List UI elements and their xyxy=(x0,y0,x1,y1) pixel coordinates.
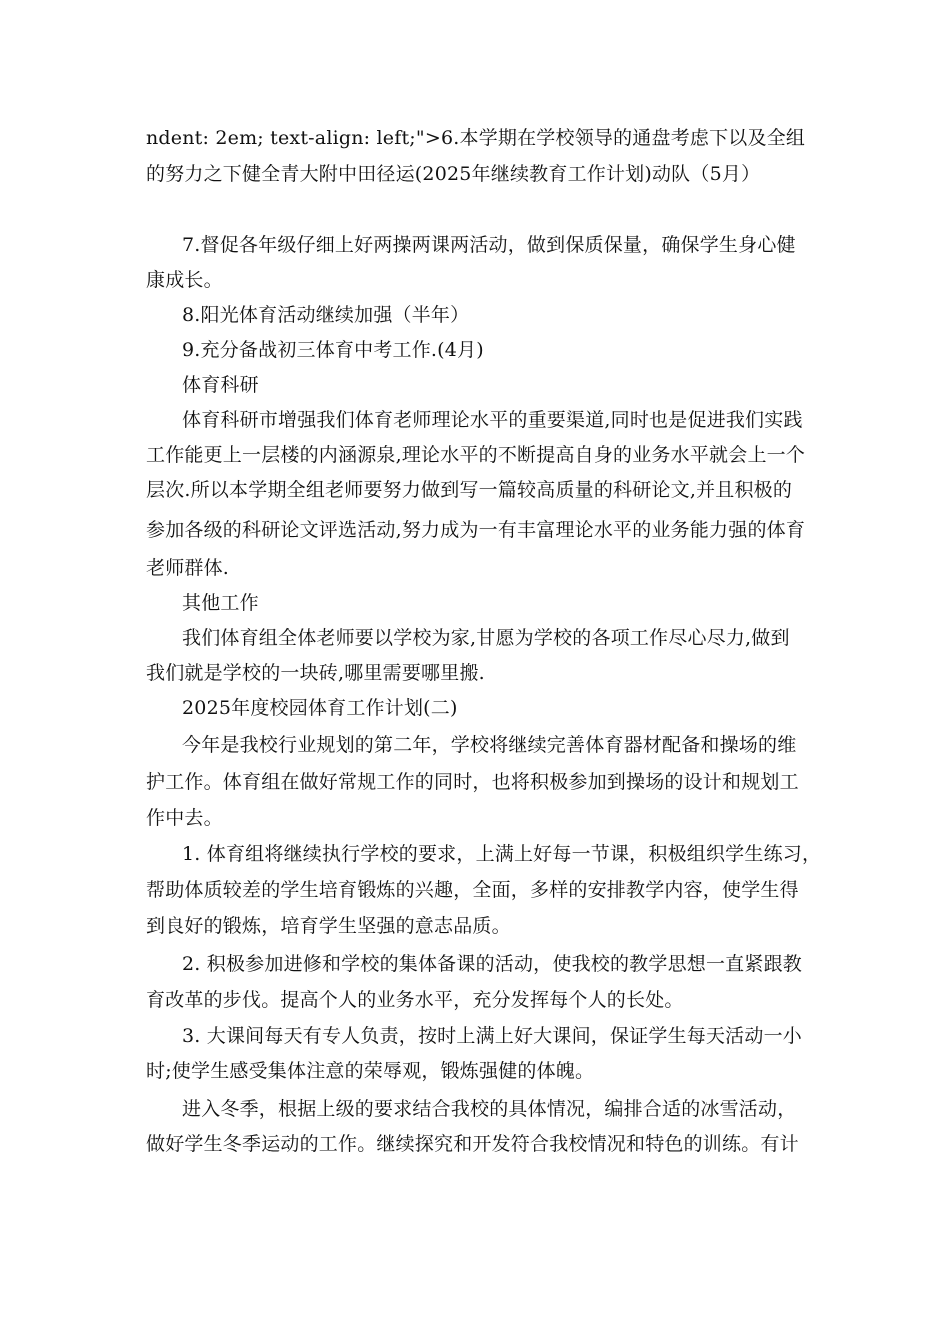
text-line: 体育科研市增强我们体育老师理论水平的重要渠道,同时也是促进我们实践 xyxy=(182,409,803,431)
text-line: 帮助体质较差的学生培育锻炼的兴趣，全面，多样的安排教学内容，使学生得 xyxy=(146,879,799,901)
text-line: 2. 积极参加进修和学校的集体备课的活动，使我校的教学思想一直紧跟教 xyxy=(182,953,802,975)
text-line: 7.督促各年级仔细上好两操两课两活动，做到保质保量，确保学生身心健 xyxy=(182,234,796,256)
text-line: 8.阳光体育活动继续加强（半年） xyxy=(182,304,470,326)
text-line: ndent: 2em; text-align: left;">6.本学期在学校领导的通盘考虑下以及全组 xyxy=(146,127,806,149)
text-line: 我们体育组全体老师要以学校为家,甘愿为学校的各项工作尽心尽力,做到 xyxy=(182,627,790,649)
text-line: 的努力之下健全青大附中田径运(2025年继续教育工作计划)动队（5月） xyxy=(146,163,761,185)
text-line: 进入冬季，根据上级的要求结合我校的具体情况，编排合适的冰雪活动， xyxy=(182,1098,797,1120)
text-line: 9.充分备战初三体育中考工作.(4月) xyxy=(182,339,484,361)
text-line: 作中去。 xyxy=(146,807,223,829)
text-line: 护工作。体育组在做好常规工作的同时，也将积极参加到操场的设计和规划工 xyxy=(146,771,799,793)
section-heading: 2025年度校园体育工作计划(二) xyxy=(182,697,458,719)
section-heading: 体育科研 xyxy=(182,374,259,396)
section-heading: 其他工作 xyxy=(182,592,259,614)
text-line: 1. 体育组将继续执行学校的要求，上满上好每一节课，积极组织学生练习， xyxy=(182,843,822,865)
text-line: 康成长。 xyxy=(146,269,223,291)
text-line: 育改革的步伐。提高个人的业务水平，充分发挥每个人的长处。 xyxy=(146,989,684,1011)
text-line: 层次.所以本学期全组老师要努力做到写一篇较高质量的科研论文,并且积极的 xyxy=(146,479,793,501)
text-line: 我们就是学校的一块砖,哪里需要哪里搬. xyxy=(146,662,485,684)
text-line: 到良好的锻炼，培育学生坚强的意志品质。 xyxy=(146,915,511,937)
text-line: 时;使学生感受集体注意的荣辱观，锻炼强健的体魄。 xyxy=(146,1060,595,1082)
text-line: 做好学生冬季运动的工作。继续探究和开发符合我校情况和特色的训练。有计 xyxy=(146,1133,799,1155)
text-line: 工作能更上一层楼的内涵源泉,理论水平的不断提高自身的业务水平就会上一个 xyxy=(146,444,806,466)
text-line: 老师群体. xyxy=(146,557,230,579)
text-line: 今年是我校行业规划的第二年，学校将继续完善体育器材配备和操场的维 xyxy=(182,734,797,756)
text-line: 3. 大课间每天有专人负责，按时上满上好大课间，保证学生每天活动一小 xyxy=(182,1025,802,1047)
text-line: 参加各级的科研论文评选活动,努力成为一有丰富理论水平的业务能力强的体育 xyxy=(146,519,806,541)
